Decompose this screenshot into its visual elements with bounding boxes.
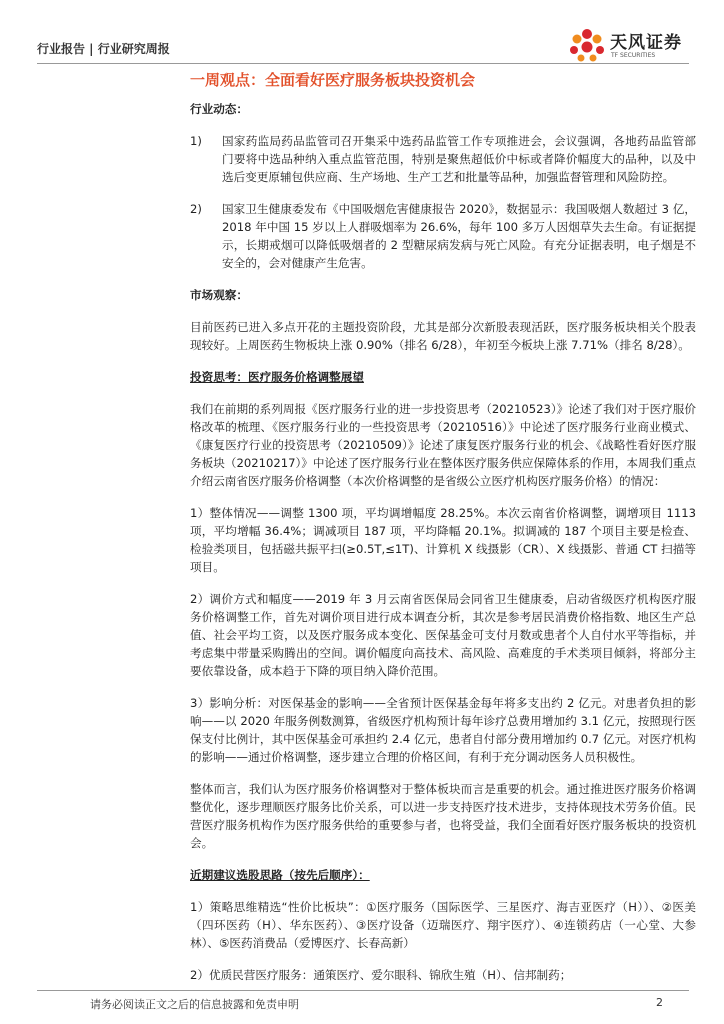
page-number: 2	[656, 996, 663, 1009]
item-number: 2)	[190, 202, 202, 216]
logo-subtitle: TF SECURITIES	[611, 52, 656, 59]
report-body	[190, 100, 696, 998]
thinking-point-2: 2）调价方式和幅度——2019 年 3 月云南省医保局会同省卫生健康委，启动省级医疗机构医疗服务价格调整工作，首先对调价项目进行成本调查分析，其次是参考居民消费价格指数、地区生产总值、社会平均工资，以及医疗服务成本变化、医保基金可支付月数或患者个人自付水平等指标，并考虑集中带量采购腾出的空间。调价幅度向高技术、高风险、高难度的手术类项目倾斜，将部分主要依靠设备，成本趋于下降的项目纳入降价范围。	[190, 592, 696, 678]
footer-divider	[37, 990, 689, 991]
company-logo	[566, 26, 696, 66]
header-divider	[37, 63, 689, 64]
report-title: 一周观点：全面看好医疗服务板块投资机会	[190, 71, 476, 89]
market-heading: 市场观察：	[190, 288, 248, 302]
industry-heading: 行业动态：	[190, 102, 248, 116]
item-text: 国家药监局药品监管司召开集采中选药品监管工作专项推进会，会议强调，各地药品监管部门要将中选品种纳入重点监管范围，特别是聚焦超低价中标或者降价幅度大的品种，以及中选后变更原辅包供应商、生产场地、生产工艺和批量等品种，加强监督管理和风险防控。	[222, 134, 696, 184]
logo-name: 天风证券	[610, 33, 682, 53]
breadcrumb: 行业报告 | 行业研究周报	[37, 42, 170, 56]
picks-point-2: 2）优质民营医疗服务：通策医疗、爱尔眼科、锦欣生殖（H）、信邦制药；	[190, 968, 572, 982]
list-item	[190, 200, 696, 272]
market-paragraph: 目前医药已进入多点开花的主题投资阶段，尤其是部分次新股表现活跃，医疗服务板块相关个股表现较好。上周医药生物板块上涨 0.90%（排名 6/28），年初至今板块上涨 7.71%（排名 8/28）。	[190, 320, 696, 352]
picks-heading: 近期建议选股思路（按先后顺序）：	[190, 868, 370, 882]
list-item	[190, 132, 696, 186]
thinking-intro: 我们在前期的系列周报《医疗服务行业的进一步投资思考（20210523）》论述了我们对于医疗服价格改革的梳理、《医疗服务行业的一些投资思考（20210516）》中论述了医疗服务行业商业模式、《康复医疗行业的投资思考（20210509）》论述了康复医疗服务行业的机会、《战略性看好医疗服务板块（20210217）》中论述了医疗服务行业在整体医疗服务供应保障体系的作用，本周我们重点介绍云南省医疗服务价格调整（本次价格调整的是省级公立医疗机构医疗服务价格）的情况：	[190, 402, 696, 488]
page-header	[0, 0, 724, 70]
logo-petals-icon	[566, 26, 608, 66]
picks-point-1: 1）策略思维精选“性价比板块”：①医疗服务（国际医学、三星医疗、海吉亚医疗（H））、②医美（四环医药（H）、华东医药）、③医疗设备（迈瑞医疗、翔宇医疗）、④连锁药店（一心堂、大参林）、⑤医药消费品（爱博医疗、长春高新）	[190, 900, 696, 950]
footer-disclaimer: 请务必阅读正文之后的信息披露和免责申明	[90, 998, 299, 1011]
thinking-conclusion: 整体而言，我们认为医疗服务价格调整对于整体板块而言是重要的机会。通过推进医疗服务价格调整优化，逐步理顺医疗服务比价关系，可以进一步支持医疗技术进步，支持体现技术劳务价值。民营医疗服务机构作为医疗服务供给的重要参与者，也将受益，我们全面看好医疗服务板块的投资机会。	[190, 782, 696, 850]
item-text: 国家卫生健康委发布《中国吸烟危害健康报告 2020》，数据显示：我国吸烟人数超过 3 亿，2018 年中国 15 岁以上人群吸烟率为 26.6%，每年 100 多万人因烟草失去生命。有证据提示，长期戒烟可以降低吸烟者的 2 型糖尿病发病与死亡风险。有充分证据表明，电子烟是不安全的，会对健康产生危害。	[222, 202, 696, 270]
thinking-point-1: 1）整体情况——调整 1300 项，平均调增幅度 28.25%。本次云南省价格调整，调增项目 1113 项，平均增幅 36.4%；调减项目 187 项，平均降幅 20.1%。拟调减的 187 个项目主要是检查、检验类项目，包括磁共振平扫(≥0.5T,≤1T)、计算机 X 线摄影（CR）、X 线摄影、普通 CT 扫描等项目。	[190, 506, 696, 574]
thinking-heading: 投资思考：医疗服务价格调整展望	[190, 370, 364, 384]
thinking-point-3: 3）影响分析：对医保基金的影响——全省预计医保基金每年将多支出约 2 亿元。对患者负担的影响——以 2020 年服务例数测算，省级医疗机构预计每年诊疗总费用增加约 3.1 亿元，按照现行医保支付比例计，其中医保基金可承担约 2.4 亿元，患者自付部分费用增加约 0.7 亿元。对医疗机构的影响——通过价格调整，逐步建立合理的价格区间，有利于充分调动医务人员积极性。	[190, 696, 696, 764]
item-number: 1)	[190, 134, 202, 148]
